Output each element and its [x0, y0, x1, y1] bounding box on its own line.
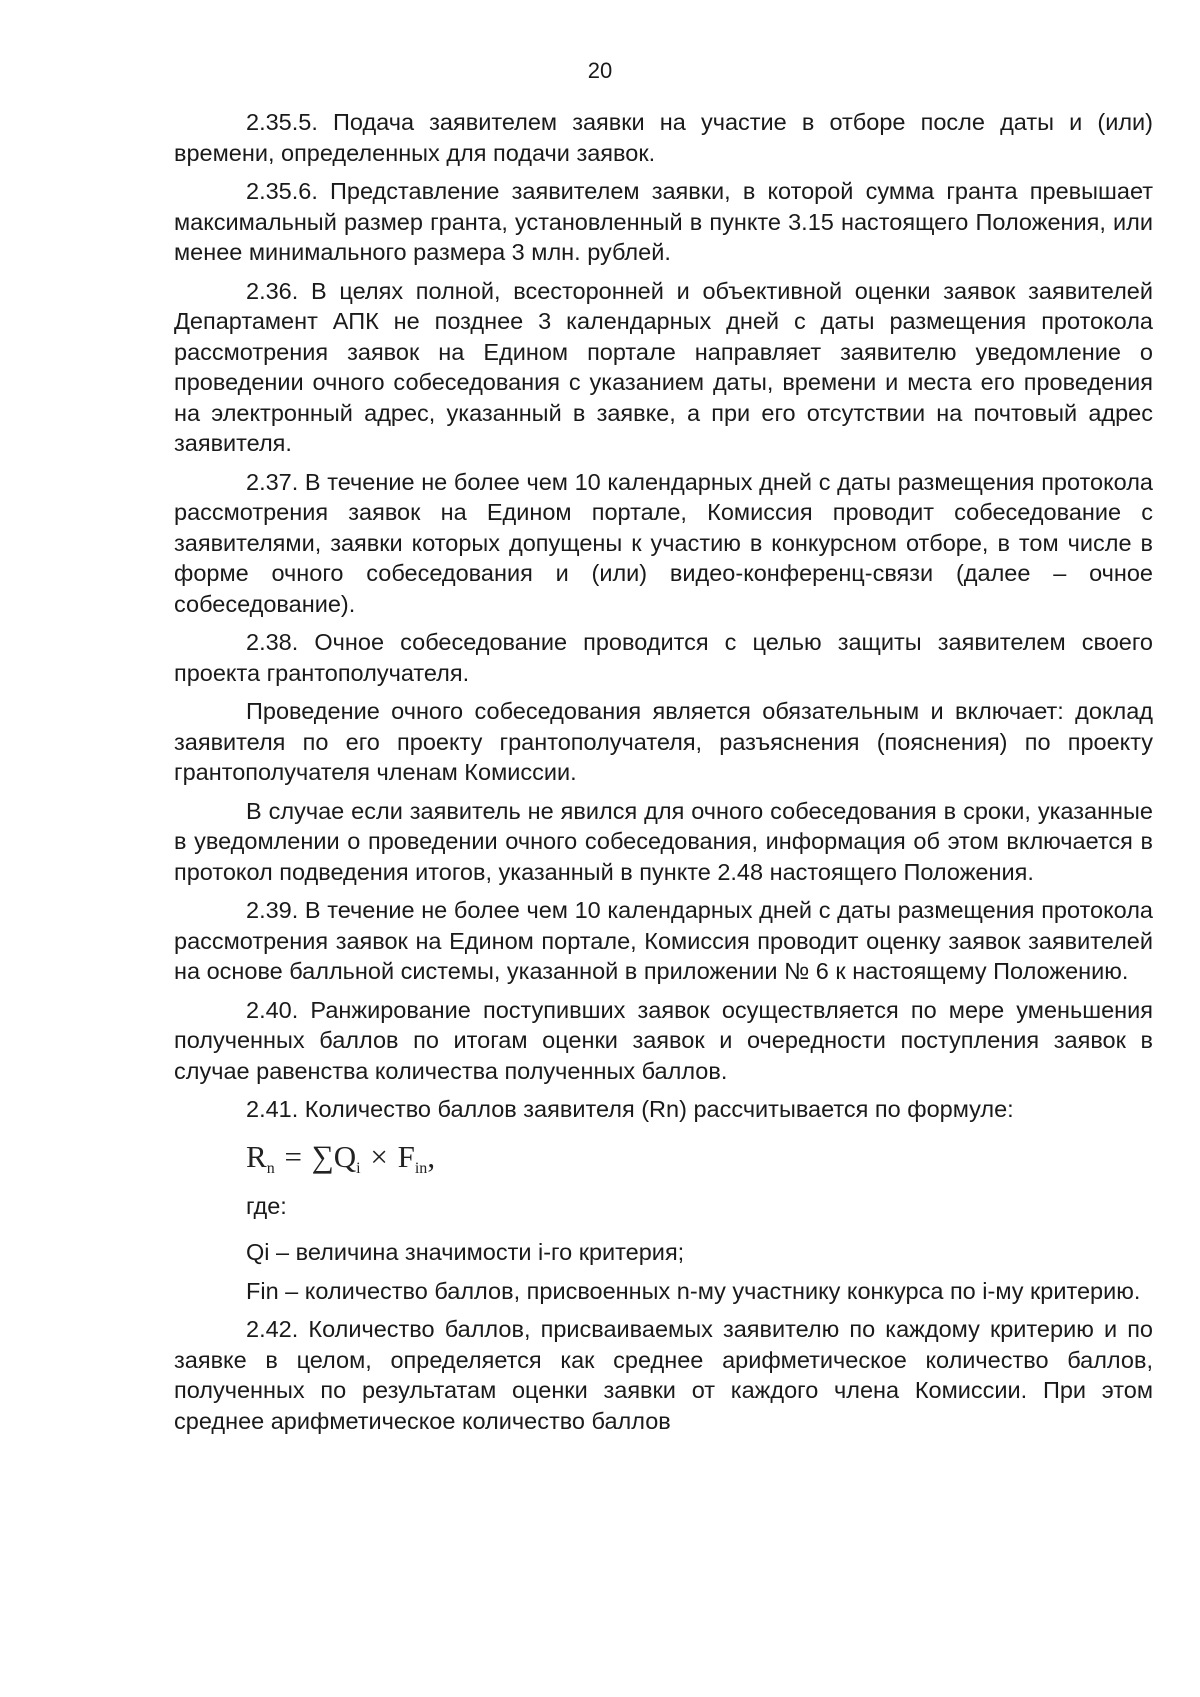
paragraph-2-41: 2.41. Количество баллов заявителя (Rn) рассчитывается по формуле: [246, 1096, 1014, 1122]
paragraph-2-38: 2.38. Очное собеседование проводится с целью защиты заявителем своего проекта грантополучателя. [174, 629, 1153, 686]
formula-comma: , [427, 1138, 436, 1174]
paragraph-2-36: 2.36. В целях полной, всесторонней и объективной оценки заявок заявителей Департамент АПК не позднее 3 календарных дней с даты размещения протокола рассмотрения заявок на Едином портале направляет заявителю уведомление о проведении очного собеседования с указанием даты, времени и места его проведения на электронный адрес, указанный в заявке, а при его отсутствии на почтовый адрес заявителя. [174, 277, 1153, 456]
formula-sum: ∑ [311, 1138, 334, 1174]
definition-qi: Qi – величина значимости i-го критерия; [246, 1239, 685, 1265]
paragraph-2-42: 2.42. Количество баллов, присваиваемых заявителю по каждому критерию и по заявке в целом, определяется как среднее арифметическое количество баллов, полученных по результатам оценки заявки от каждого члена Комиссии. При этом среднее арифметическое количество баллов [174, 1316, 1153, 1434]
definition-fin: Fin – количество баллов, присвоенных n-му участнику конкурса по i-му критерию. [246, 1277, 1141, 1304]
where-label: где: [246, 1192, 287, 1219]
paragraph-2-37: 2.37. В течение не более чем 10 календарных дней с даты размещения протокола рассмотрения заявок на Едином портале, Комиссия проводит собеседование с заявителями, заявки которых допущены к участию в конкурсном отборе, в том числе в форме очного собеседования и (или) видео-конференц-связи (далее – очное собеседование). [174, 468, 1153, 617]
paragraph-2-35-6: 2.35.6. Представление заявителем заявки, в которой сумма гранта превышает максимальный размер гранта, установленный в пункте 3.15 настоящего Положения, или менее минимального размера 3 млн. рублей. [174, 178, 1153, 265]
paragraph-2-39: 2.39. В течение не более чем 10 календарных дней с даты размещения протокола рассмотрения заявок на Едином портале, Комиссия проводит оценку заявок заявителей на основе балльной системы, указанной в приложении № 6 к настоящему Положению. [174, 897, 1153, 984]
page-number: 20 [587, 58, 613, 83]
score-formula [246, 1135, 1153, 1179]
paragraph-interview-content: Проведение очного собеседования является обязательным и включает: доклад заявителя по его проекту грантополучателя, разъяснения (пояснения) по проекту грантополучателя членам Комиссии. [174, 698, 1153, 785]
document-body [174, 107, 1153, 1444]
paragraph-absence: В случае если заявитель не явился для очного собеседования в сроки, указанные в уведомлении о проведении очного собеседования, информация об этом включается в протокол подведения итогов, указанный в пункте 2.48 настоящего Положения. [174, 797, 1153, 885]
formula-q: Q [333, 1138, 357, 1174]
paragraph-2-40: 2.40. Ранжирование поступивших заявок осуществляется по мере уменьшения полученных баллов по итогам оценки заявок и очередности поступления заявок в случае равенства количества полученных баллов. [174, 996, 1153, 1084]
formula-equals: = [284, 1138, 302, 1174]
formula-f-subscript: in [414, 1159, 428, 1177]
formula-f: F [397, 1138, 415, 1174]
formula-times: × [370, 1138, 388, 1174]
formula-r: R [246, 1138, 267, 1174]
paragraph-2-35-5: 2.35.5. Подача заявителем заявки на участие в отборе после даты и (или) времени, определенных для подачи заявок. [174, 109, 1153, 166]
formula-q-subscript: i [356, 1159, 361, 1177]
formula-r-subscript: n [266, 1159, 275, 1177]
